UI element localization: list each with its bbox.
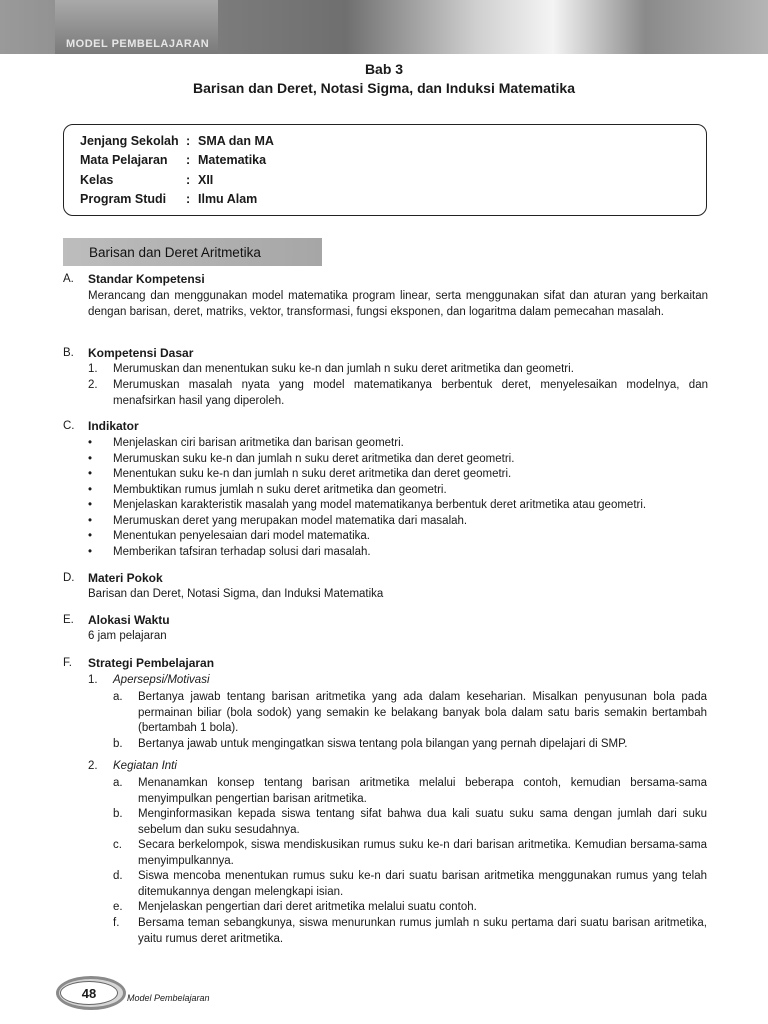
list-item: • Memberikan tafsiran terhadap solusi dari masalah.: [88, 545, 371, 558]
list-item: a. Bertanya jawab tentang barisan aritmetika yang ada dalam keseharian. Misalkan penyusunan bola pada permainan biliar (bola sodok) yang semakin ke belakang banyak bola dalam satu baris semakin bertambah (bertambah 1 bola).: [113, 691, 707, 734]
page-number: 48: [60, 981, 118, 1005]
list-item: d. Siswa mencoba menentukan rumus suku ke-n dari suatu barisan aritmetika menggunakan rumus yang telah ditemukannya dengan melengkapi isian.: [113, 870, 707, 898]
section-heading: Kompetensi Dasar: [88, 346, 194, 360]
section-heading: Indikator: [88, 419, 139, 433]
info-row: Jenjang Sekolah : SMA dan MA: [80, 134, 274, 148]
info-value: XII: [198, 173, 214, 187]
section-text: Merancang dan menggunakan model matematika program linear, serta menggunakan sifat dan aturan yang berkaitan dengan barisan, deret, matriks, vektor, transformasi, fungsi eksponen, dan logaritma dalam pemecahan masalah.: [88, 290, 708, 318]
section-text: Barisan dan Deret, Notasi Sigma, dan Induksi Matematika: [88, 588, 384, 600]
info-value: SMA dan MA: [198, 134, 274, 148]
info-row: Mata Pelajaran : Matematika: [80, 153, 267, 167]
info-value: Ilmu Alam: [198, 192, 258, 206]
list-item: c. Secara berkelompok, siswa mendiskusikan rumus suku ke-n dari barisan aritmetika. Kemudian bersama-sama menyimpulkannya.: [113, 839, 707, 867]
list-item: • Menjelaskan karakteristik masalah yang model matematikanya berbentuk deret aritmetika atau geometri.: [88, 499, 647, 511]
section-letter: D.: [63, 572, 75, 584]
section-letter: E.: [63, 614, 74, 626]
list-item: • Menentukan suku ke-n dan jumlah n suku deret aritmetika dan deret geometri.: [88, 468, 512, 480]
info-key: Mata Pelajaran: [80, 153, 168, 167]
list-item: • Merumuskan deret yang merupakan model matematika dari masalah.: [88, 514, 468, 527]
chapter-heading: [0, 60, 768, 98]
section-letter: F.: [63, 657, 72, 669]
section-heading: Standar Kompetensi: [88, 272, 205, 286]
list-item: b. Menginformasikan kepada siswa tentang sifat bahwa dua kali suatu suku sama dengan jumlah dari suku sebelum dan suku sesudahnya.: [113, 808, 707, 836]
running-footer: Model Pembelajaran: [127, 993, 210, 1003]
info-key: Program Studi: [80, 192, 167, 206]
chapter-title: Barisan dan Deret, Notasi Sigma, dan Induksi Matematika: [193, 80, 575, 96]
header-band: [0, 0, 768, 54]
list-item: • Merumuskan suku ke-n dan jumlah n suku deret aritmetika dan deret geometri.: [88, 452, 515, 465]
list-item: f. Bersama teman sebangkunya, siswa menurunkan rumus jumlah n suku pertama dari suatu barisan aritmetika, yaitu rumus deret aritmetika.: [113, 917, 707, 945]
list-item: • Menentukan penyelesaian dari model matematika.: [88, 530, 370, 542]
course-info-box: [63, 124, 707, 216]
info-key: Jenjang Sekolah: [80, 134, 179, 148]
running-header: MODEL PEMBELAJARAN: [66, 38, 210, 50]
section-title: Barisan dan Deret Aritmetika: [63, 238, 322, 266]
section-letter: C.: [63, 420, 75, 432]
section-text: 6 jam pelajaran: [88, 630, 167, 642]
info-row: Program Studi : Ilmu Alam: [80, 192, 258, 206]
list-item: • Membuktikan rumus jumlah n suku deret aritmetika dan geometri.: [88, 483, 447, 496]
section-heading: Alokasi Waktu: [88, 613, 170, 627]
subsection-heading: 1. Apersepsi/Motivasi: [88, 674, 210, 686]
list-item: • Menjelaskan ciri barisan aritmetika dan barisan geometri.: [88, 437, 404, 449]
section-letter: B.: [63, 347, 74, 359]
info-value: Matematika: [198, 153, 267, 167]
info-row: Kelas : XII: [80, 173, 214, 187]
section-heading: Strategi Pembelajaran: [88, 656, 215, 670]
section-letter: A.: [63, 273, 74, 285]
section-heading: Materi Pokok: [88, 571, 163, 585]
list-item: a. Menanamkan konsep tentang barisan aritmetika melalui beberapa contoh, kemudian bersama-sama menyimpulkan pengertian barisan aritmetika.: [113, 777, 707, 805]
list-item: e. Menjelaskan pengertian dari deret aritmetika melalui suatu contoh.: [113, 901, 477, 913]
info-key: Kelas: [80, 173, 114, 187]
subsection-heading: 2. Kegiatan Inti: [88, 760, 177, 772]
list-item: 1. Merumuskan dan menentukan suku ke-n dan jumlah n suku deret aritmetika dan geometri.: [88, 363, 574, 375]
list-item: 2. Merumuskan masalah nyata yang model matematikanya berbentuk deret, menyelesaikan modelnya, dan menafsirkan hasil yang diperoleh.: [88, 379, 708, 407]
list-item: b. Bertanya jawab untuk mengingatkan siswa tentang pola bilangan yang pernah dipelajari di SMP.: [113, 738, 628, 750]
chapter-number: Bab 3: [364, 61, 404, 77]
indicator-list: [88, 436, 708, 560]
